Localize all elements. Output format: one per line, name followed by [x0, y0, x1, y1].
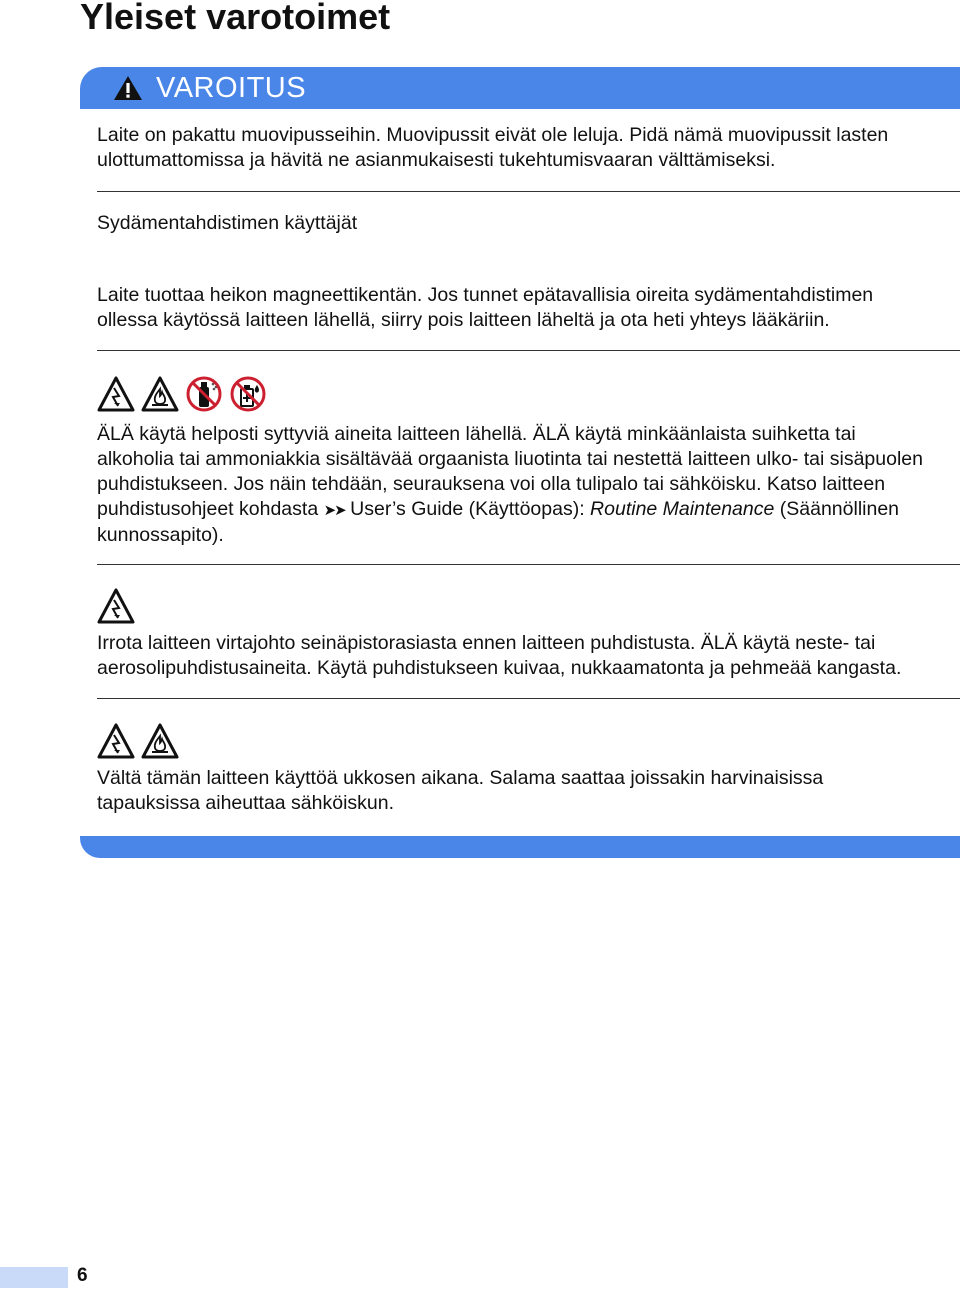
warning-box-footer	[80, 836, 960, 858]
hazard-icon-row	[97, 723, 179, 759]
section-divider	[97, 698, 960, 699]
ref-prefix: puhdistusohjeet kohdasta	[97, 498, 319, 520]
flammable-warning	[97, 422, 923, 548]
text-line: kunnossapito).	[97, 524, 224, 546]
fire-hazard-icon	[141, 376, 179, 412]
electrical-hazard-icon	[97, 588, 135, 624]
plastic-bag-warning	[97, 123, 888, 173]
section-divider	[97, 564, 960, 565]
thunderstorm-warning	[97, 766, 823, 816]
page-title: Yleiset varotoimet	[80, 0, 391, 37]
pacemaker-heading: Sydämentahdistimen käyttäjät	[97, 212, 358, 234]
text-line: Laite tuottaa heikon magneettikentän. Jos tunnet epätavallisia oireita sydämentahdistimen	[97, 284, 874, 306]
electrical-hazard-icon	[97, 376, 135, 412]
section-divider	[97, 191, 960, 192]
hazard-icon-row	[97, 588, 135, 624]
section-divider	[97, 350, 960, 351]
text-line: ulottumattomissa ja hävitä ne asianmukaisesti tukehtumisvaaran välttämiseksi.	[97, 149, 776, 171]
page-number-tab	[0, 1267, 68, 1288]
text-line: Laite on pakattu muovipusseihin. Muovipussit eivät ole leluja. Pidä nämä muovipussit lasten	[97, 124, 889, 146]
text-line: tapauksissa aiheuttaa sähköiskun.	[97, 792, 395, 814]
fire-hazard-icon	[141, 723, 179, 759]
no-spray-icon	[185, 375, 223, 413]
ref-suffix: (Säännöllinen	[779, 498, 900, 520]
double-arrow-icon: ➤➤	[323, 502, 345, 519]
text-line: Vältä tämän laitteen käyttöä ukkosen aikana. Salama saattaa joissakin harvinaisissa	[97, 767, 824, 789]
text-line: aerosolipuhdistusaineita. Käytä puhdistukseen kuivaa, nukkaamatonta ja pehmeää kangasta.	[97, 657, 902, 679]
text-line: Irrota laitteen virtajohto seinäpistorasiasta ennen laitteen puhdistusta. ÄLÄ käytä neste- tai	[97, 632, 876, 654]
text-line: ÄLÄ käytä helposti syttyviä aineita laitteen lähellä. ÄLÄ käytä minkäänlaista suihketta tai	[97, 423, 856, 445]
unplug-warning	[97, 631, 901, 681]
warning-label: VAROITUS	[156, 71, 307, 104]
no-flammable-liquid-icon	[229, 375, 267, 413]
warning-triangle-icon	[113, 75, 143, 101]
text-line: ollessa käytössä laitteen lähellä, siirry pois laitteen läheltä ja ota heti yhteys lääkäriin.	[97, 309, 830, 331]
electrical-hazard-icon	[97, 723, 135, 759]
ref-italic-title: Routine Maintenance	[590, 498, 775, 520]
warning-banner	[80, 67, 960, 109]
text-line: puhdistukseen. Jos näin tehdään, seurauksena voi olla tulipalo tai sähköisku. Katso laitteen	[97, 473, 886, 495]
ref-text: User’s Guide (Käyttöopas):	[350, 498, 585, 520]
page-number: 6	[77, 1265, 88, 1286]
hazard-icon-row	[97, 375, 267, 413]
pacemaker-warning	[97, 283, 873, 333]
text-line: alkoholia tai ammoniakkia sisältävää orgaanista liuotinta tai nestettä laitteen ulko- tai sisäpuolen	[97, 448, 923, 470]
